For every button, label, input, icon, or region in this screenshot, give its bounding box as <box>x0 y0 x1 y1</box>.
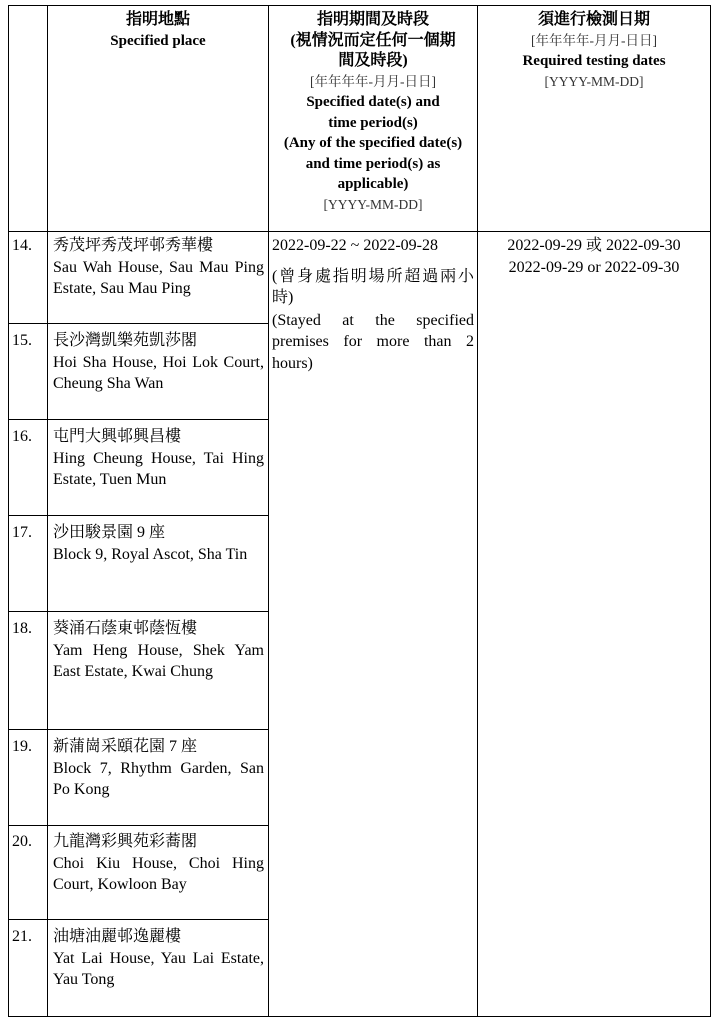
place-zh: 新蒲崗采頤花園 7 座 <box>53 738 198 755</box>
period-note-zh: (曾身處指明場所超過兩小時) <box>272 267 474 306</box>
column-divider-period <box>477 5 478 1017</box>
period-note-en: (Stayed at the specified premises for more than 2 hours) <box>272 311 474 372</box>
table-border-bottom <box>8 1016 711 1017</box>
place-zh: 沙田駿景園 9 座 <box>53 524 166 541</box>
row-number: 17. <box>12 524 32 541</box>
place-cell <box>53 235 264 300</box>
row-number: 19. <box>12 738 32 755</box>
row-number: 14. <box>12 237 32 254</box>
place-cell <box>53 736 264 801</box>
testing-dates-cell <box>479 235 709 279</box>
place-zh: 九龍灣彩興苑彩蕎閣 <box>53 833 198 850</box>
place-zh: 長沙灣凱樂苑凱莎閣 <box>53 332 198 349</box>
header-testing <box>479 10 709 92</box>
place-cell <box>53 330 264 395</box>
header-period-zh: 指明期間及時段 <box>316 11 429 28</box>
table-border-top <box>8 5 711 6</box>
header-place-en: Specified place <box>110 32 206 49</box>
header-place-zh: 指明地點 <box>125 11 190 28</box>
table-border-right <box>710 5 711 1017</box>
testing-dates-zh: 2022-09-29 或 2022-09-30 <box>507 237 681 254</box>
specified-period-cell <box>272 235 474 374</box>
header-divider <box>8 231 711 232</box>
table-border-left <box>8 5 9 1017</box>
header-period-zh-note: (視情況而定任何一個期間及時段) <box>290 31 456 69</box>
place-cell <box>53 618 264 683</box>
header-period <box>271 10 475 215</box>
header-period-en-note: (Any of the specified date(s) and time period(s) as applicable) <box>283 135 463 192</box>
place-en: Sau Wah House, Sau Mau Ping Estate, Sau Mau Ping <box>53 258 264 297</box>
place-cell <box>53 926 264 991</box>
row-divider <box>8 419 269 420</box>
row-divider <box>8 515 269 516</box>
place-en: Choi Kiu House, Choi Hing Court, Kowloon Bay <box>53 854 264 893</box>
place-en: Yat Lai House, Yau Lai Estate, Yau Tong <box>53 949 264 988</box>
place-cell <box>53 426 264 491</box>
header-period-format-zh: [年年年年-月月-日日] <box>310 73 436 89</box>
place-zh: 屯門大興邨興昌樓 <box>53 428 182 445</box>
row-divider <box>8 729 269 730</box>
row-number: 21. <box>12 928 32 945</box>
place-en: Block 7, Rhythm Garden, San Po Kong <box>53 759 264 798</box>
place-en: Block 9, Royal Ascot, Sha Tin <box>53 545 248 563</box>
column-divider-number <box>47 5 48 1017</box>
header-testing-format-en: [YYYY-MM-DD] <box>544 73 644 89</box>
place-en: Hoi Sha House, Hoi Lok Court, Cheung Sha Wan <box>53 353 264 392</box>
place-zh: 葵涌石蔭東邨蔭恆樓 <box>53 620 198 637</box>
testing-dates-en: 2022-09-29 or 2022-09-30 <box>508 259 680 276</box>
document-table <box>8 5 711 1017</box>
row-number: 16. <box>12 428 32 445</box>
header-period-format-en: [YYYY-MM-DD] <box>323 196 423 212</box>
row-number: 18. <box>12 620 32 637</box>
place-en: Yam Heng House, Shek Yam East Estate, Kwai Chung <box>53 641 264 680</box>
place-zh: 秀茂坪秀茂坪邨秀華樓 <box>53 237 214 254</box>
row-divider <box>8 919 269 920</box>
row-divider <box>8 323 269 324</box>
header-testing-en: Required testing dates <box>522 53 666 69</box>
header-testing-format-zh: [年年年年-月月-日日] <box>531 32 657 48</box>
header-place <box>49 10 267 51</box>
place-en: Hing Cheung House, Tai Hing Estate, Tuen Mun <box>53 449 264 488</box>
header-testing-zh: 須進行檢測日期 <box>537 11 650 28</box>
place-cell <box>53 831 264 896</box>
header-period-en: Specified date(s) and time period(s) <box>306 94 440 131</box>
place-cell <box>53 522 264 565</box>
period-range: 2022-09-22 ~ 2022-09-28 <box>272 237 438 254</box>
place-zh: 油塘油麗邨逸麗樓 <box>53 928 182 945</box>
column-divider-place <box>268 5 269 1017</box>
row-divider <box>8 825 269 826</box>
row-number: 15. <box>12 332 32 349</box>
row-number: 20. <box>12 833 32 850</box>
row-divider <box>8 611 269 612</box>
